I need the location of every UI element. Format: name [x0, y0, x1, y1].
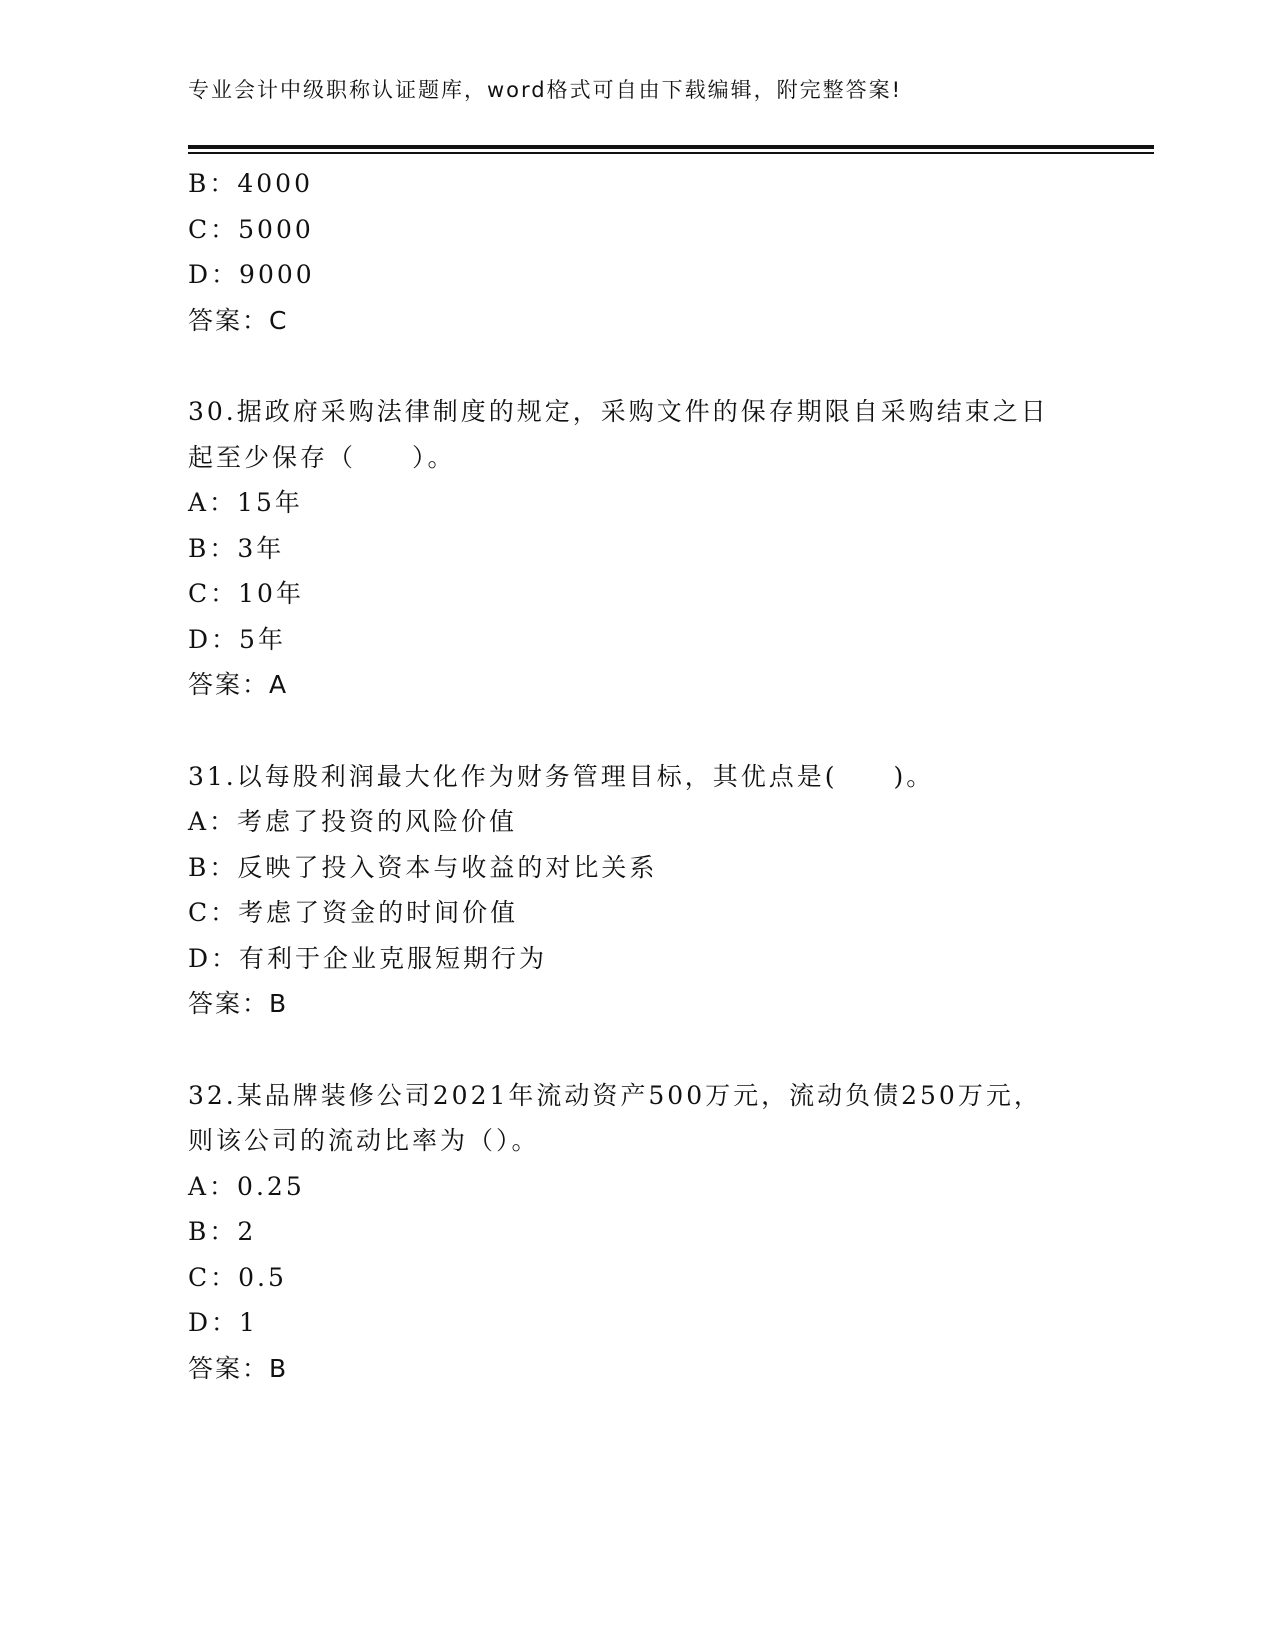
question-stem: 31.以每股利润最大化作为财务管理目标，其优点是( )。: [188, 761, 935, 791]
option-a: A：15年: [188, 488, 303, 517]
header-rule-thin: [188, 152, 1154, 154]
option-d: D：9000: [188, 260, 315, 289]
question-stem-continued: 起至少保存（ ）。: [188, 442, 456, 472]
option-d: D：1: [188, 1308, 258, 1337]
option-a: A：考虑了投资的风险价值: [188, 807, 518, 836]
answer-line: 答案：C: [188, 305, 289, 335]
question-stem: 32.某品牌装修公司2021年流动资产500万元，流动负债250万元，: [188, 1080, 1042, 1110]
option-d: D：5年: [188, 624, 286, 654]
page-header: 专业会计中级职称认证题库，word格式可自由下载编辑，附完整答案!: [188, 78, 903, 102]
option-c: C：10年: [188, 579, 304, 608]
option-d: D：有利于企业克服短期行为: [188, 943, 548, 973]
answer-line: 答案：B: [188, 1353, 289, 1383]
option-b: B：3年: [188, 533, 285, 563]
option-b: B：4000: [188, 169, 313, 198]
question-31: [188, 754, 1088, 1027]
answer-line: 答案：B: [188, 989, 289, 1018]
previous-question-tail: [188, 161, 1088, 343]
header-rule-thick: [188, 145, 1154, 149]
question-32: [188, 1073, 1088, 1392]
question-30: [188, 389, 1088, 708]
option-c: C：考虑了资金的时间价值: [188, 898, 519, 927]
answer-line: 答案：A: [188, 670, 289, 699]
option-c: C：0.5: [188, 1262, 287, 1292]
question-stem: 30.据政府采购法律制度的规定，采购文件的保存期限自采购结束之日: [188, 397, 1049, 426]
option-b: B：2: [188, 1217, 257, 1246]
option-c: C：5000: [188, 214, 314, 244]
question-content: [188, 161, 1088, 1391]
option-a: A：0.25: [188, 1171, 305, 1201]
option-b: B：反映了投入资本与收益的对比关系: [188, 852, 658, 882]
question-stem-continued: 则该公司的流动比率为（）。: [188, 1126, 540, 1155]
